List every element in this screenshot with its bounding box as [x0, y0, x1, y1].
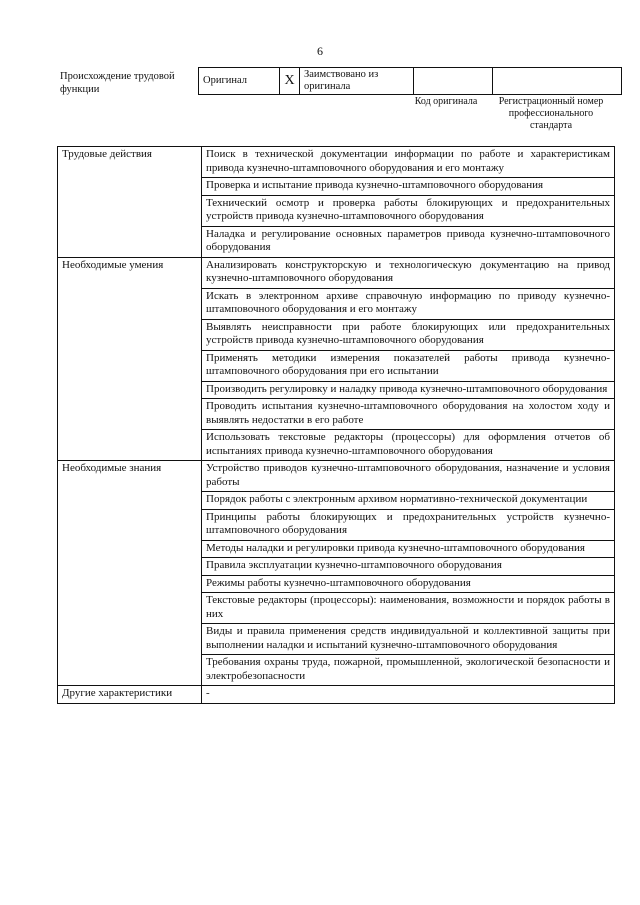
item-cell: Методы наладки и регулировки привода кузнечно-штамповочного оборудования [202, 540, 615, 558]
item-cell: - [202, 686, 615, 704]
table-row [58, 257, 615, 288]
item-cell: Режимы работы кузнечно-штамповочного оборудования [202, 575, 615, 593]
original-mark: X [280, 68, 300, 95]
item-cell: Производить регулировку и наладку привода кузнечно-штамповочного оборудования [202, 381, 615, 399]
item-cell: Анализировать конструкторскую и технологическую документацию на привод кузнечно-штамповочного оборудования [202, 257, 615, 288]
item-cell: Выявлять неисправности при работе блокирующих или предохранительных устройств привода кузнечно-штамповочного оборудования [202, 319, 615, 350]
category-cell: Необходимые умения [58, 257, 202, 461]
item-cell: Виды и правила применения средств индивидуальной и коллективной защиты при выполнении наладки и испытаний кузнечно-штамповочного оборудования [202, 624, 615, 655]
item-cell: Поиск в технической документации информации по работе и характеристикам привода кузнечно-штамповочного оборудования и его монтажу [202, 147, 615, 178]
code-cell [414, 68, 493, 95]
item-cell: Порядок работы с электронным архивом нормативно-технической документации [202, 492, 615, 510]
original-cell: Оригинал [199, 68, 280, 95]
origin-label: Происхождение трудовой функции [60, 71, 175, 95]
reg-caption: Регистрационный номер профессионального стандарта [498, 96, 604, 131]
page-number: 6 [317, 44, 323, 58]
table-row [58, 686, 615, 704]
borrowed-cell: Заимствовано из оригинала [300, 68, 414, 95]
category-cell: Трудовые действия [58, 147, 202, 258]
reg-number-cell [493, 68, 622, 95]
table-row [58, 147, 615, 178]
code-caption: Код оригинала [414, 96, 478, 107]
origin-table [198, 67, 622, 95]
table-row [58, 461, 615, 492]
labor-function-table [57, 146, 615, 704]
item-cell: Искать в электронном архиве справочную информацию по приводу кузнечно-штамповочного оборудования и его монтажу [202, 288, 615, 319]
item-cell: Проводить испытания кузнечно-штамповочного оборудования на холостом ходу и выявлять недостатки в его работе [202, 399, 615, 430]
item-cell: Применять методики измерения показателей работы привода кузнечно-штамповочного оборудования при его испытании [202, 350, 615, 381]
item-cell: Текстовые редакторы (процессоры): наименования, возможности и порядок работы в них [202, 593, 615, 624]
item-cell: Технический осмотр и проверка работы блокирующих и предохранительных устройств привода кузнечно-штамповочного оборудования [202, 195, 615, 226]
item-cell: Требования охраны труда, пожарной, промышленной, экологической безопасности и электробезопасности [202, 655, 615, 686]
item-cell: Принципы работы блокирующих и предохранительных устройств кузнечно-штамповочного оборудования [202, 509, 615, 540]
category-cell: Другие характеристики [58, 686, 202, 704]
item-cell: Использовать текстовые редакторы (процессоры) для оформления отчетов об испытаниях привода кузнечно-штамповочного оборудования [202, 430, 615, 461]
item-cell: Устройство приводов кузнечно-штамповочного оборудования, назначение и условия работы [202, 461, 615, 492]
item-cell: Наладка и регулирование основных параметров привода кузнечно-штамповочного оборудования [202, 226, 615, 257]
item-cell: Правила эксплуатации кузнечно-штамповочного оборудования [202, 558, 615, 576]
item-cell: Проверка и испытание привода кузнечно-штамповочного оборудования [202, 178, 615, 196]
category-cell: Необходимые знания [58, 461, 202, 686]
